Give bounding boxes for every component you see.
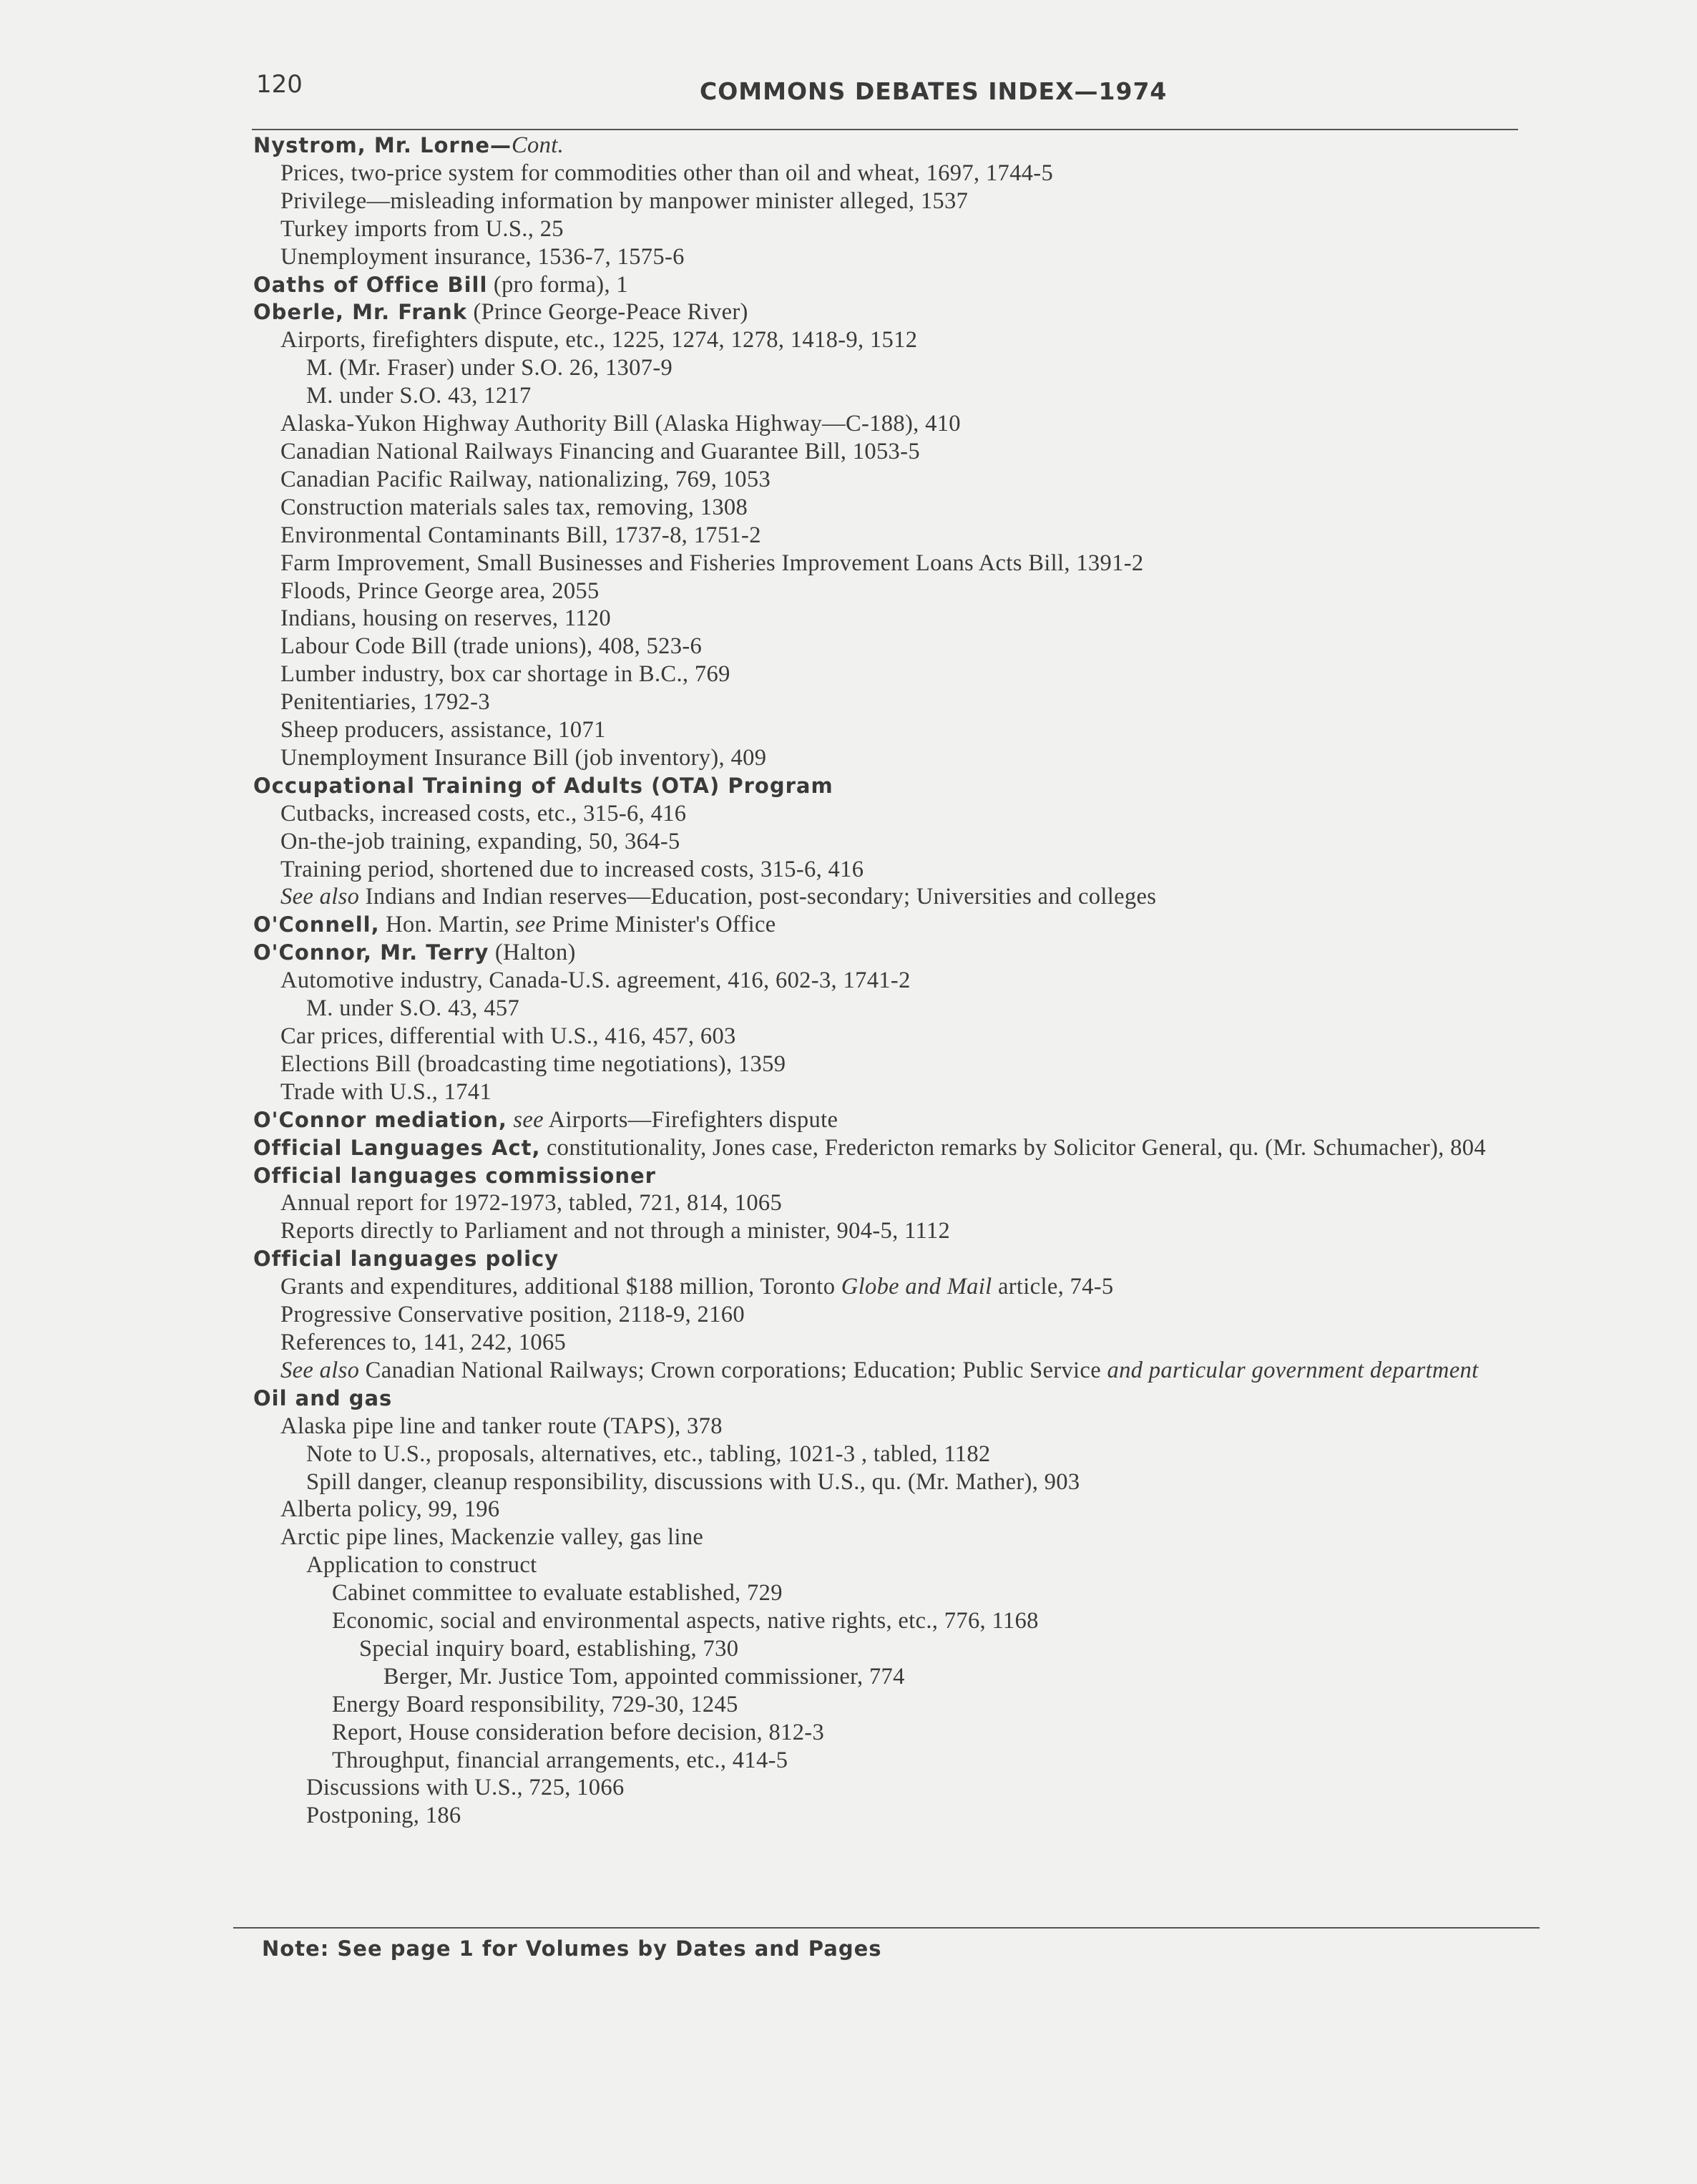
entry-text: Economic, social and environmental aspects, native rights, etc., 776, 1168 (332, 1608, 1039, 1634)
entry-text: Hon. Martin, (379, 912, 516, 938)
running-head: COMMONS DEBATES INDEX—1974 (700, 77, 1168, 105)
index-subentry (280, 1301, 1574, 1329)
entry-heading: O'Connor, Mr. Terry (253, 940, 489, 965)
index-subentry (280, 494, 1574, 522)
index-heading-entry (253, 1385, 1574, 1413)
index-subentry (280, 1496, 1574, 1524)
entry-heading: Oberle, Mr. Frank (253, 300, 467, 325)
entry-text: Report, House consideration before decision, 812-3 (332, 1719, 825, 1745)
index-subentry (332, 1719, 1574, 1747)
index-subentry (280, 550, 1574, 577)
index-subentry (280, 1329, 1574, 1357)
entry-text: Canadian National Railways Financing and Guarantee Bill, 1053-5 (280, 438, 920, 464)
entry-text: Annual report for 1972-1973, tabled, 721, 814, 1065 (280, 1190, 783, 1217)
entry-text: Progressive Conservative position, 2118-9, 2160 (280, 1302, 745, 1328)
entry-text: Canadian Pacific Railway, nationalizing, 769, 1053 (280, 466, 771, 492)
index-entries (243, 132, 1574, 1830)
footer-note: Note: See page 1 for Volumes by Dates and Pages (262, 1936, 882, 1961)
entry-text: Labour Code Bill (trade unions), 408, 523-6 (280, 633, 703, 660)
index-subentry (280, 410, 1574, 438)
header-rule (252, 129, 1518, 130)
index-subentry (306, 1468, 1574, 1496)
entry-text: M. (Mr. Fraser) under S.O. 26, 1307-9 (306, 355, 673, 381)
entry-text-continued: Airports—Firefighters dispute (543, 1106, 838, 1133)
entry-text: Car prices, differential with U.S., 416, 457, 603 (280, 1023, 736, 1049)
cross-reference-label: See also (280, 1357, 360, 1383)
index-subentry (306, 1551, 1574, 1579)
index-subentry (280, 1050, 1574, 1078)
entry-text: Postponing, 186 (306, 1803, 461, 1829)
index-subentry (280, 633, 1574, 660)
entry-text: Prices, two-price system for commodities other than oil and wheat, 1697, 1744-5 (280, 160, 1054, 186)
index-subentry (332, 1691, 1574, 1719)
entry-text-continued: Prime Minister's Office (546, 912, 776, 938)
index-heading-entry (253, 1245, 1574, 1273)
entry-text: (pro forma), 1 (487, 271, 629, 298)
footer-rule (233, 1927, 1540, 1929)
page-number: 120 (256, 70, 303, 99)
index-subentry (280, 1357, 1574, 1385)
index-heading-entry (253, 132, 1574, 160)
index-subentry (280, 800, 1574, 828)
entry-text: Energy Board responsibility, 729-30, 1245 (332, 1691, 738, 1717)
index-subentry (306, 1774, 1574, 1802)
index-subentry (280, 1217, 1574, 1245)
entry-heading: Nystrom, Mr. Lorne— (253, 133, 512, 157)
index-heading-entry (253, 298, 1574, 326)
entry-text: (Halton) (489, 940, 576, 966)
index-subentry (280, 716, 1574, 744)
index-subentry (306, 382, 1574, 410)
entry-text: Penitentiaries, 1792-3 (280, 689, 490, 716)
entry-text: Indians, housing on reserves, 1120 (280, 605, 612, 632)
index-subentry (280, 522, 1574, 550)
index-subentry (280, 1273, 1574, 1301)
entry-heading: Official languages commissioner (253, 1163, 656, 1188)
index-heading-entry (253, 271, 1574, 299)
index-subentry (306, 354, 1574, 382)
index-subentry (359, 1663, 1574, 1691)
index-subentry (359, 1635, 1574, 1663)
index-heading-entry (253, 1134, 1574, 1162)
entry-heading-continued: Cont. (512, 132, 564, 158)
entry-text: Environmental Contaminants Bill, 1737-8, 1751-2 (280, 522, 761, 548)
index-subentry (280, 215, 1574, 243)
index-subentry (280, 856, 1574, 884)
entry-text: M. under S.O. 43, 1217 (306, 383, 532, 409)
index-subentry (332, 1607, 1574, 1635)
index-subentry (280, 1524, 1574, 1551)
entry-text: Training period, shortened due to increased costs, 315-6, 416 (280, 856, 864, 882)
entry-text: Note to U.S., proposals, alternatives, etc., tabling, 1021-3 , tabled, 1182 (306, 1440, 991, 1467)
entry-text: Cabinet committee to evaluate established, 729 (332, 1580, 783, 1607)
index-subentry (280, 828, 1574, 856)
entry-heading: O'Connor mediation, (253, 1107, 507, 1132)
index-subentry (280, 1413, 1574, 1440)
index-heading-entry (253, 772, 1574, 800)
index-subentry (280, 243, 1574, 271)
entry-italic-text: and particular government department (1107, 1357, 1479, 1383)
index-subentry (306, 995, 1574, 1023)
index-subentry (280, 660, 1574, 688)
entry-text: Privilege—misleading information by manpower minister alleged, 1537 (280, 187, 969, 214)
index-heading-entry (253, 911, 1574, 939)
entry-heading: Oil and gas (253, 1385, 393, 1410)
entry-text-continued: article, 74-5 (992, 1274, 1114, 1300)
entry-text: Berger, Mr. Justice Tom, appointed commissioner, 774 (359, 1663, 905, 1690)
index-subentry (280, 1189, 1574, 1217)
entry-text: Elections Bill (broadcasting time negotiations), 1359 (280, 1050, 786, 1077)
index-subentry (280, 160, 1574, 187)
index-subentry (280, 466, 1574, 494)
entry-heading: Oaths of Office Bill (253, 272, 488, 297)
entry-text: Turkey imports from U.S., 25 (280, 215, 564, 242)
entry-text: Airports, firefighters dispute, etc., 1225, 1274, 1278, 1418-9, 1512 (280, 327, 918, 354)
index-heading-entry (253, 1106, 1574, 1134)
index-subentry (280, 605, 1574, 633)
entry-text: Unemployment Insurance Bill (job inventory), 409 (280, 744, 767, 771)
entry-text: On-the-job training, expanding, 50, 364-5 (280, 828, 680, 854)
entry-text: Construction materials sales tax, removing, 1308 (280, 494, 748, 520)
entry-text: Reports directly to Parliament and not through a minister, 904-5, 1112 (280, 1218, 951, 1244)
entry-italic-text: Globe and Mail (841, 1274, 992, 1300)
entry-text: Spill danger, cleanup responsibility, discussions with U.S., qu. (Mr. Mather), 903 (306, 1468, 1080, 1495)
index-subentry (280, 744, 1574, 772)
entry-text: (Prince George-Peace River) (467, 299, 748, 326)
index-subentry (280, 1078, 1574, 1106)
index-subentry (280, 326, 1574, 354)
index-subentry (280, 688, 1574, 716)
entry-text: Alberta policy, 99, 196 (280, 1496, 500, 1523)
entry-text: Floods, Prince George area, 2055 (280, 577, 600, 604)
entry-text: Special inquiry board, establishing, 730 (359, 1635, 739, 1662)
entry-heading: O'Connell, (253, 912, 380, 937)
entry-text: Sheep producers, assistance, 1071 (280, 717, 606, 744)
index-heading-entry (253, 939, 1574, 967)
entry-italic-text: see (513, 1106, 544, 1133)
cross-reference-label: See also (280, 884, 360, 910)
entry-italic-text: see (515, 912, 547, 938)
entry-text: Alaska-Yukon Highway Authority Bill (Alaska Highway—C-188), 410 (280, 411, 961, 437)
entry-text: Grants and expenditures, additional $188 million, Toronto (280, 1274, 841, 1300)
entry-text: Alaska pipe line and tanker route (TAPS), 378 (280, 1413, 723, 1439)
entry-text: constitutionality, Jones case, Fredericton remarks by Solicitor General, qu. (Mr. Schumacher), 804 (540, 1134, 1486, 1161)
entry-text: Application to construct (306, 1552, 537, 1579)
index-subentry (280, 438, 1574, 466)
entry-heading: Official Languages Act, (253, 1135, 541, 1160)
entry-text: References to, 141, 242, 1065 (280, 1329, 567, 1355)
index-subentry (280, 577, 1574, 605)
index-subentry (306, 1802, 1574, 1830)
index-subentry (332, 1747, 1574, 1775)
entry-text: Farm Improvement, Small Businesses and Fisheries Improvement Loans Acts Bill, 1391-2 (280, 550, 1144, 576)
index-subentry (280, 883, 1574, 911)
entry-heading: Official languages policy (253, 1247, 559, 1272)
index-subentry (332, 1579, 1574, 1607)
entry-text: Throughput, financial arrangements, etc., 414-5 (332, 1747, 788, 1773)
index-subentry (280, 1023, 1574, 1050)
entry-text: Automotive industry, Canada-U.S. agreement, 416, 602-3, 1741-2 (280, 967, 911, 994)
index-subentry (306, 1440, 1574, 1468)
entry-heading: Occupational Training of Adults (OTA) Program (253, 773, 833, 798)
entry-text: Trade with U.S., 1741 (280, 1078, 492, 1105)
index-subentry (280, 187, 1574, 215)
entry-text: Cutbacks, increased costs, etc., 315-6, 416 (280, 800, 687, 827)
entry-text: Discussions with U.S., 725, 1066 (306, 1775, 625, 1801)
entry-text: Canadian National Railways; Crown corporations; Education; Public Service (359, 1357, 1107, 1383)
entry-text: Lumber industry, box car shortage in B.C., 769 (280, 661, 730, 688)
entry-text: Arctic pipe lines, Mackenzie valley, gas line (280, 1524, 704, 1551)
index-subentry (280, 967, 1574, 995)
entry-text: Unemployment insurance, 1536-7, 1575-6 (280, 243, 685, 270)
entry-text: Indians and Indian reserves—Education, post-secondary; Universities and colleges (359, 884, 1157, 910)
entry-text: M. under S.O. 43, 457 (306, 995, 520, 1022)
index-heading-entry (253, 1162, 1574, 1190)
